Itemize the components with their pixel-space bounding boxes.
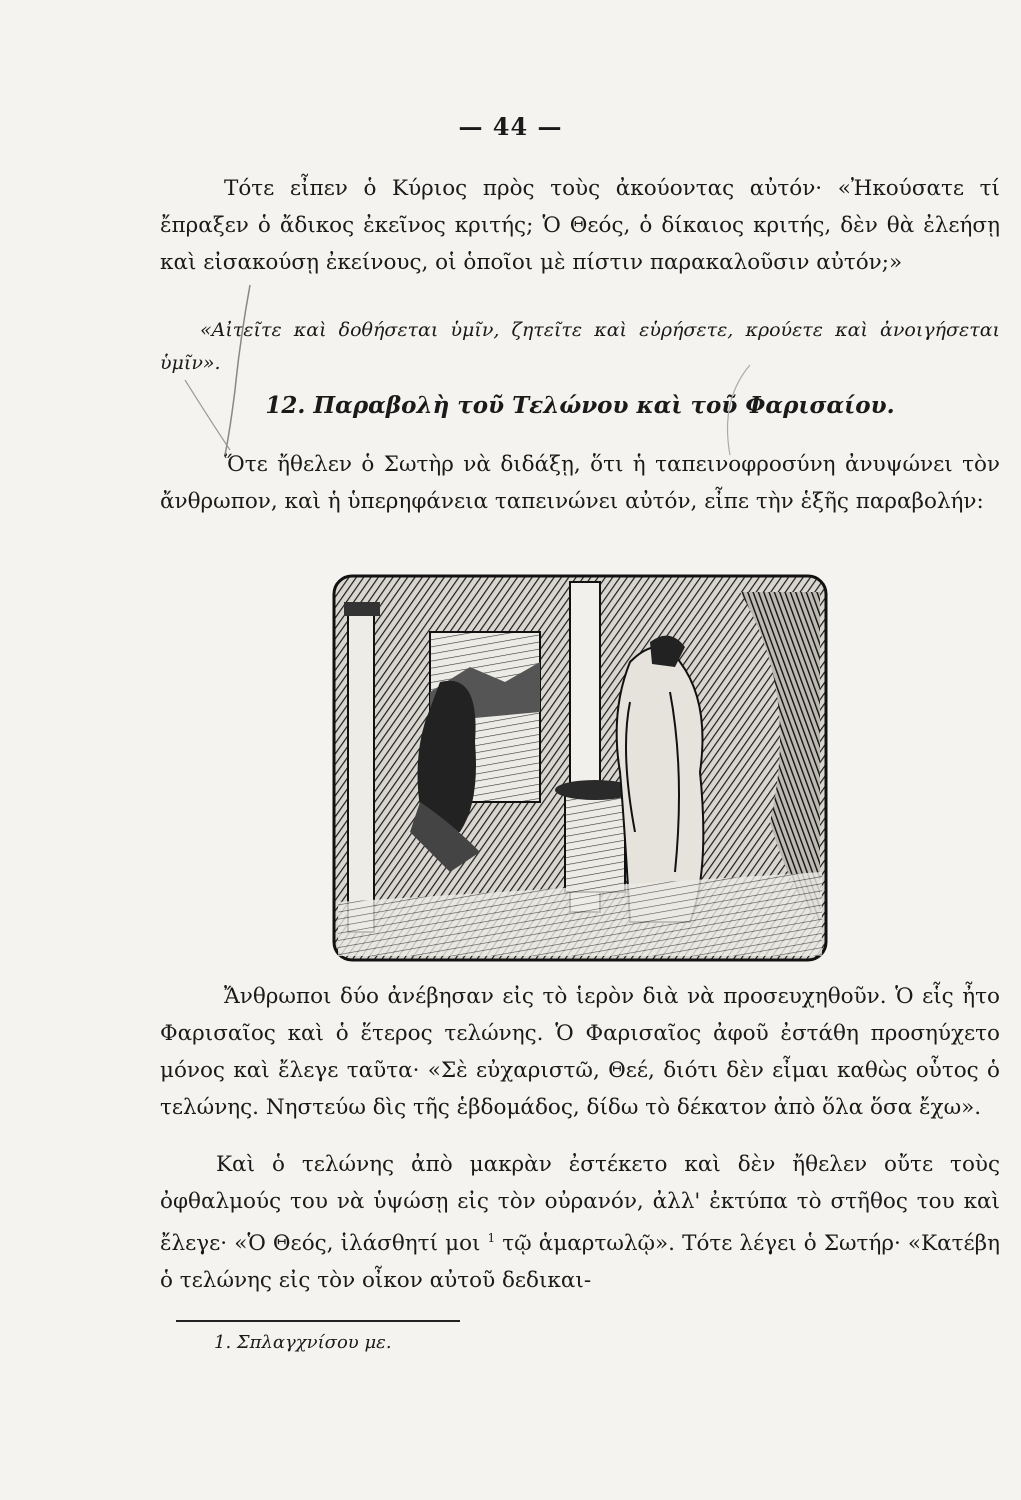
paragraph-lord-speech: Τότε εἶπεν ὁ Κύριος πρὸς τοὺς ἀκούοντας αὐτόν· «Ἠκούσατε τί ἔπραξεν ὁ ἄδικος ἐκεῖνος κριτής; Ὁ Θεός, ὁ δίκαιος κριτής, δὲν θὰ ἐλεήσῃ καὶ εἰσακούσῃ ἐκείνους, οἱ ὁποῖοι μὲ πίστιν παρακαλοῦσιν αὐτόν;»: [160, 176, 1000, 275]
left-column-capital: [344, 602, 380, 616]
altar: [565, 792, 625, 892]
left-column: [348, 612, 374, 932]
footnote-divider: [176, 1320, 460, 1322]
paragraph-pharisee-prayer: Ἄνθρωποι δύο ἀνέβησαν εἰς τὸ ἱερὸν διὰ νὰ προσευχηθοῦν. Ὁ εἷς ἦτο Φαρισαῖος καὶ ὁ ἕτερος τελώνης. Ὁ Φαρισαῖος ἀφοῦ ἐστάθη προσηύχετο μόνος καὶ ἔλεγε ταῦτα· «Σὲ εὐχαριστῶ, Θεέ, διότι δὲν εἶμαι καθὼς οὗτος ὁ τελώνης. Νηστεύω δὶς τῆς ἑβδομάδος, δίδω τὸ δέκατον ἀπὸ ὅλα ὅσα ἔχω».: [160, 984, 1000, 1120]
page-number: — 44 —: [458, 112, 563, 141]
section-heading: 12. Παραβολὴ τοῦ Τελώνου καὶ τοῦ Φαρισαίου.: [265, 392, 895, 419]
scripture-quote: «Αἰτεῖτε καὶ δοθήσεται ὑμῖν, ζητεῖτε καὶ εὑρήσετε, κρούετε καὶ ἀνοιγήσεται ὑμῖν».: [160, 319, 1000, 374]
engraving-illustration: [330, 572, 830, 964]
footnote-marker: 1: [487, 1231, 496, 1245]
paragraph-publican-prayer-part1: Καὶ ὁ τελώνης ἀπὸ μακρὰν ἐστέκετο καὶ δὲν ἤθελεν οὔτε τοὺς ὀφθαλμούς του νὰ ὑψώσῃ εἰς τὸν οὐρανόν, ἀλλ' ἐκτύπα τὸ στῆθος του καὶ ἔλεγε· «Ὁ Θεός, ἱλάσθητί μοι: [160, 1152, 1000, 1257]
paragraph-publican-prayer-part2: τῷ ἁμαρτωλῷ». Τότε λέγει ὁ Σωτήρ· «Κατέβη ὁ τελώνης εἰς τὸν οἶκον αὐτοῦ δεδικαι-: [160, 1231, 1000, 1294]
paragraph-publican-prayer: [160, 1146, 1000, 1299]
footnote-text: 1. Σπλαγχνίσου με.: [214, 1332, 392, 1353]
paragraph-intro-parable: Ὅτε ἤθελεν ὁ Σωτὴρ νὰ διδάξῃ, ὅτι ἡ ταπεινοφροσύνη ἀνυψώνει τὸν ἄνθρωπον, καὶ ἡ ὑπερηφάνεια ταπεινώνει αὐτόν, εἶπε τὴν ἑξῆς παραβολήν:: [160, 452, 1000, 514]
